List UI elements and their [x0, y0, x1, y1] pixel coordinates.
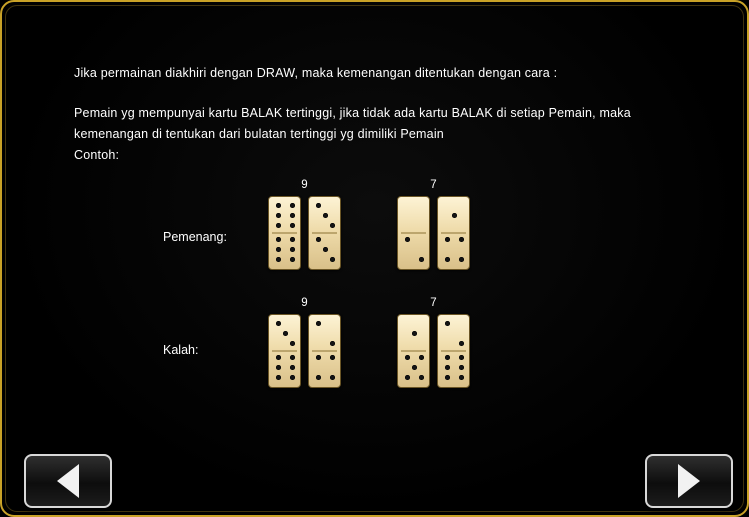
loser-group-2-score: 7 — [430, 297, 437, 309]
domino-half-top — [400, 199, 427, 233]
winner-row-label: Pemenang: — [163, 230, 227, 244]
pip — [412, 365, 417, 370]
winner-group-1-score: 9 — [301, 179, 308, 191]
pip — [276, 203, 281, 208]
domino-half-bottom — [271, 351, 298, 385]
domino-half-bottom — [311, 233, 338, 267]
pip — [459, 341, 464, 346]
winner-group-1-tiles — [268, 196, 341, 270]
winner-group-2-tiles — [397, 196, 470, 270]
pip — [283, 331, 288, 336]
pip — [459, 237, 464, 242]
loser-group-1-tiles — [268, 314, 341, 388]
pip — [323, 213, 328, 218]
domino-tile — [397, 314, 430, 388]
loser-group-2 — [397, 297, 470, 388]
pip — [290, 213, 295, 218]
pip — [276, 213, 281, 218]
pip — [445, 321, 450, 326]
pip — [459, 375, 464, 380]
pip — [330, 223, 335, 228]
pip — [419, 257, 424, 262]
pip — [290, 341, 295, 346]
pip — [290, 257, 295, 262]
domino-half-top — [271, 317, 298, 351]
pip — [276, 365, 281, 370]
pip — [276, 247, 281, 252]
pip — [316, 237, 321, 242]
domino-tile — [308, 314, 341, 388]
pip — [459, 365, 464, 370]
domino-tile — [268, 314, 301, 388]
domino-half-top — [311, 199, 338, 233]
pip — [330, 355, 335, 360]
pip — [276, 355, 281, 360]
domino-half-top — [400, 317, 427, 351]
pip — [316, 375, 321, 380]
rule-line-1: Jika permainan diakhiri dengan DRAW, maka kemenangan ditentukan dengan cara : — [74, 66, 558, 80]
pip — [290, 375, 295, 380]
domino-half-bottom — [271, 233, 298, 267]
arrow-left-icon — [57, 464, 79, 498]
pip — [445, 237, 450, 242]
domino-tile — [397, 196, 430, 270]
pip — [445, 257, 450, 262]
rule-paragraph-2: Pemain yg mempunyai kartu BALAK tertinggi, jika tidak ada kartu BALAK di setiap Pemain, maka kemenangan di tentukan dari bulatan tertinggi yg dimiliki Pemain — [74, 106, 635, 141]
pip — [405, 375, 410, 380]
pip — [316, 321, 321, 326]
pip — [290, 203, 295, 208]
pip — [290, 365, 295, 370]
pip — [316, 355, 321, 360]
pip — [276, 375, 281, 380]
domino-half-bottom — [311, 351, 338, 385]
pip — [452, 213, 457, 218]
previous-button[interactable] — [24, 454, 112, 508]
loser-row-label: Kalah: — [163, 343, 199, 357]
pip — [330, 341, 335, 346]
pip — [276, 257, 281, 262]
pip — [290, 355, 295, 360]
domino-half-top — [440, 317, 467, 351]
pip — [290, 237, 295, 242]
winner-group-2 — [397, 179, 470, 270]
pip — [405, 237, 410, 242]
pip — [330, 375, 335, 380]
pip — [419, 355, 424, 360]
domino-half-bottom — [440, 351, 467, 385]
pip — [276, 223, 281, 228]
pip — [290, 247, 295, 252]
pip — [330, 257, 335, 262]
domino-half-bottom — [400, 351, 427, 385]
pip — [445, 375, 450, 380]
pip — [316, 203, 321, 208]
winner-group-2-score: 7 — [430, 179, 437, 191]
pip — [459, 355, 464, 360]
pip — [445, 355, 450, 360]
winner-group-1 — [268, 179, 341, 270]
domino-tile — [308, 196, 341, 270]
domino-tile — [437, 314, 470, 388]
loser-group-1-score: 9 — [301, 297, 308, 309]
pip — [276, 321, 281, 326]
pip — [419, 375, 424, 380]
domino-half-bottom — [400, 233, 427, 267]
loser-group-1 — [268, 297, 341, 388]
pip — [445, 365, 450, 370]
domino-half-bottom — [440, 233, 467, 267]
pip — [459, 257, 464, 262]
next-button[interactable] — [645, 454, 733, 508]
domino-tile — [268, 196, 301, 270]
pip — [405, 355, 410, 360]
domino-half-top — [440, 199, 467, 233]
domino-half-top — [271, 199, 298, 233]
pip — [290, 223, 295, 228]
domino-tile — [437, 196, 470, 270]
example-label: Contoh: — [74, 148, 120, 162]
pip — [323, 247, 328, 252]
pip — [276, 237, 281, 242]
loser-group-2-tiles — [397, 314, 470, 388]
pip — [412, 331, 417, 336]
arrow-right-icon — [678, 464, 700, 498]
domino-half-top — [311, 317, 338, 351]
